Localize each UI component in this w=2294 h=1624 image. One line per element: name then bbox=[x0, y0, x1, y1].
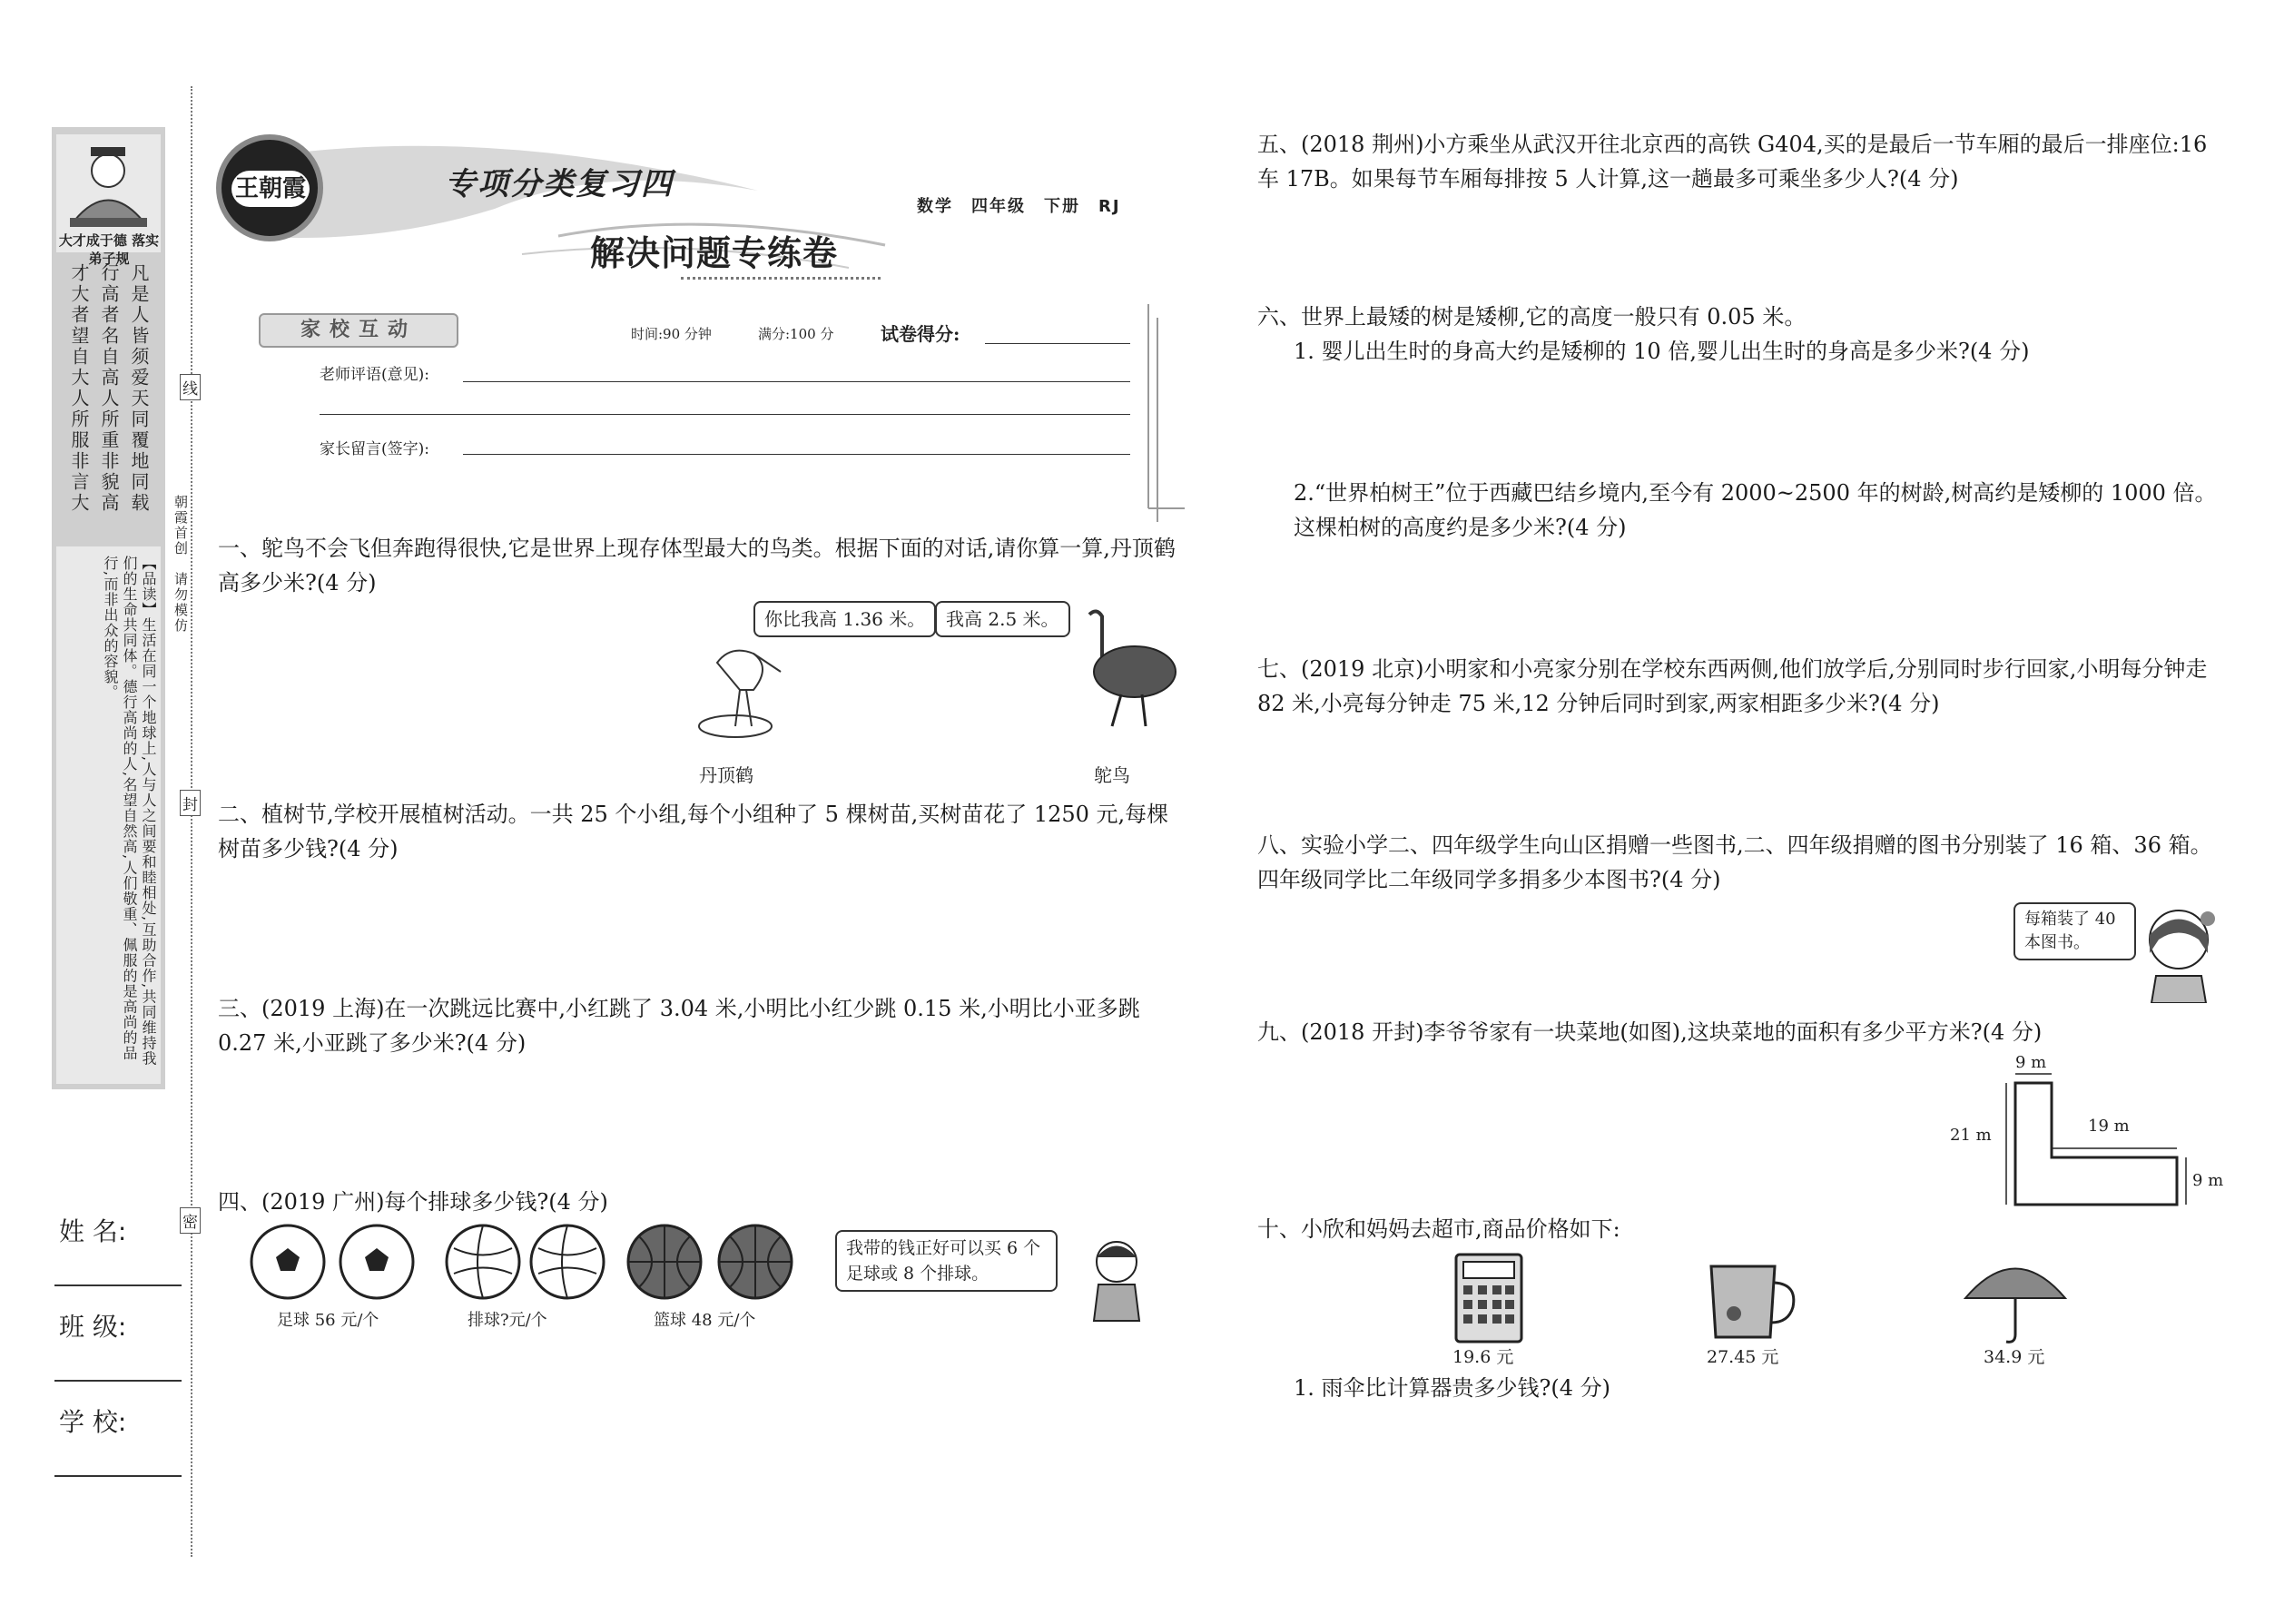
question-3 bbox=[218, 991, 1185, 1060]
umbrella-price: 34.9 元 bbox=[1984, 1347, 2045, 1367]
question-3-text: 三、(2019 上海)在一次跳远比赛中,小红跳了 3.04 米,小明比小红少跳 0.15 米,小明比小亚多跳 0.27 米,小亚跳了多少米?(4 分) bbox=[218, 996, 1140, 1056]
time-info: 时间:90 分钟 bbox=[631, 326, 712, 342]
cut-mark-3: 密 bbox=[180, 1207, 201, 1234]
comment-frame-ornament bbox=[1144, 300, 1189, 527]
question-8-text: 八、实验小学二、四年级学生向山区捐赠一些图书,二、四年级捐赠的图书分别装了 16 箱、36 箱。四年级同学比二年级同学多捐多少本图书?(4 分) bbox=[1257, 832, 2212, 892]
question-1 bbox=[218, 531, 1185, 600]
parent-comment-field[interactable] bbox=[463, 454, 1130, 455]
calculator-icon bbox=[1452, 1253, 1525, 1343]
question-4 bbox=[218, 1185, 1185, 1219]
student-school-field[interactable] bbox=[54, 1475, 182, 1477]
umbrella-icon bbox=[1961, 1248, 2070, 1348]
sidebar-reading: 【品读】生活在同一个地球上,人与人之间要和睦相处,互助合作,共同维持我们的生命共同体。德行高尚的人,名望自然高,人们敬重、佩服的是高尚的品行,而非出众的容貌。 bbox=[102, 556, 157, 1067]
boy-icon bbox=[1076, 1235, 1157, 1325]
sidebar-column-1: 凡是人皆须爱天同覆地同载 bbox=[128, 263, 150, 514]
cut-mark-2: 封 bbox=[180, 790, 201, 816]
cup-icon bbox=[1702, 1257, 1802, 1343]
football-icon bbox=[250, 1221, 422, 1303]
score-field[interactable] bbox=[985, 343, 1130, 344]
question-7-text: 七、(2019 北京)小明家和小亮家分别在学校东西两侧,他们放学后,分别同时步行回家,小明每分钟走 82 米,小亮每分钟走 75 米,12 分钟后同时到家,两家相距多少米?(4 分) bbox=[1257, 656, 2208, 716]
home-school-badge: 家校互动 bbox=[259, 313, 458, 348]
question-2-text: 二、植树节,学校开展植树活动。一共 25 个小组,每个小组种了 5 棵树苗,买树苗花了 1250 元,每棵树苗多少钱?(4 分) bbox=[218, 802, 1169, 861]
question-2 bbox=[218, 797, 1185, 866]
sheet-title-underline bbox=[681, 277, 881, 280]
question-5 bbox=[1257, 127, 2233, 196]
brand-vertical: 朝霞首创 请勿模仿 bbox=[172, 495, 189, 634]
dimension-left: 21 m bbox=[1950, 1126, 1992, 1145]
cut-line bbox=[191, 86, 192, 1557]
student-class-label: 班 级: bbox=[59, 1312, 127, 1342]
question-9 bbox=[1257, 1015, 2233, 1049]
speech-bubble-girl: 每箱装了 40 本图书。 bbox=[2013, 902, 2136, 960]
cup-price: 27.45 元 bbox=[1707, 1347, 1779, 1367]
question-4-text: 四、(2019 广州)每个排球多少钱?(4 分) bbox=[218, 1189, 608, 1215]
question-1-text: 一、鸵鸟不会飞但奔跑得很快,它是世界上现存体型最大的鸟类。根据下面的对话,请你算一算,丹顶鹤高多少米?(4 分) bbox=[218, 536, 1176, 595]
score-label: 试卷得分: bbox=[881, 323, 960, 345]
dimension-top: 9 m bbox=[2015, 1053, 2047, 1072]
question-6-text: 六、世界上最矮的树是矮柳,它的高度一般只有 0.05 米。 bbox=[1257, 304, 1807, 330]
question-6-sub-1: 1. 婴儿出生时的身高大约是矮柳的 10 倍,婴儿出生时的身高是多少米?(4 分) bbox=[1294, 339, 2030, 364]
calculator-price: 19.6 元 bbox=[1452, 1347, 1514, 1367]
volleyball-price: 排球?元/个 bbox=[468, 1311, 547, 1330]
question-7 bbox=[1257, 652, 2233, 721]
series-title: 专项分类复习四 bbox=[445, 166, 674, 202]
football-price: 足球 56 元/个 bbox=[277, 1311, 379, 1330]
question-6-sub-2: 2.“世界柏树王”位于西藏巴结乡境内,至今有 2000~2500 年的树龄,树高约是矮柳的 1000 倍。这棵柏树的高度约是多少米?(4 分) bbox=[1294, 480, 2217, 540]
question-10-text: 十、小欣和妈妈去超市,商品价格如下: bbox=[1257, 1216, 1620, 1242]
parent-comment-label: 家长留言(签字): bbox=[320, 440, 429, 458]
speech-bubble-crane: 你比我高 1.36 米。 bbox=[753, 601, 936, 637]
girl-icon bbox=[2133, 899, 2224, 1003]
speech-bubble-ostrich: 我高 2.5 米。 bbox=[935, 601, 1070, 637]
basketball-icon bbox=[626, 1221, 799, 1303]
student-school-label: 学 校: bbox=[59, 1407, 127, 1437]
question-8 bbox=[1257, 828, 2233, 897]
student-class-field[interactable] bbox=[54, 1380, 182, 1382]
sidebar-column-2: 行高者名自高人所重非貌高 bbox=[98, 263, 120, 514]
dimension-right: 9 m bbox=[2192, 1171, 2224, 1190]
question-6-part-2 bbox=[1294, 476, 2233, 545]
speech-bubble-boy: 我带的钱正好可以买 6 个足球或 8 个排球。 bbox=[835, 1230, 1058, 1292]
ostrich-label: 鸵鸟 bbox=[1094, 764, 1130, 786]
cut-mark-1: 线 bbox=[180, 374, 201, 400]
question-10-sub-1: 1. 雨伞比计算器贵多少钱?(4 分) bbox=[1294, 1375, 1611, 1401]
header-meta: 数学 四年级 下册 RJ bbox=[917, 197, 1121, 216]
sidebar-column-3: 才大者望自大人所服非言大 bbox=[68, 263, 90, 514]
comment-extra-line[interactable] bbox=[320, 414, 1130, 415]
student-name-label: 姓 名: bbox=[59, 1216, 127, 1246]
score-info: 满分:100 分 bbox=[758, 326, 834, 342]
crane-icon bbox=[690, 635, 790, 744]
teacher-comment-label: 老师评语(意见): bbox=[320, 366, 429, 384]
crane-label: 丹顶鹤 bbox=[699, 764, 753, 786]
teacher-comment-field[interactable] bbox=[463, 381, 1130, 382]
student-name-field[interactable] bbox=[54, 1284, 182, 1286]
question-9-text: 九、(2018 开封)李爷爷家有一块菜地(如图),这块菜地的面积有多少平方米?(4 分) bbox=[1257, 1019, 2043, 1045]
question-6 bbox=[1257, 300, 2233, 369]
basketball-price: 篮球 48 元/个 bbox=[654, 1311, 756, 1330]
question-10 bbox=[1257, 1212, 2233, 1246]
sheet-title: 解决问题专练卷 bbox=[590, 233, 839, 273]
volleyball-icon bbox=[445, 1221, 608, 1303]
brand-logo-text: 王朝霞 bbox=[231, 171, 310, 207]
question-5-text: 五、(2018 荆州)小方乘坐从武汉开往北京西的高铁 G404,买的是最后一节车厢的最后一排座位:16 车 17B。如果每节车厢每排按 5 人计算,这一趟最多可乘坐多少人?(4 分) bbox=[1257, 132, 2208, 192]
ostrich-icon bbox=[1071, 604, 1180, 731]
question-10-part-1 bbox=[1294, 1371, 2233, 1405]
sidebar-motto: 大才成于德 落实弟子规 bbox=[58, 232, 160, 267]
dimension-inner: 19 m bbox=[2088, 1117, 2130, 1136]
garden-diagram bbox=[1961, 1058, 2233, 1230]
